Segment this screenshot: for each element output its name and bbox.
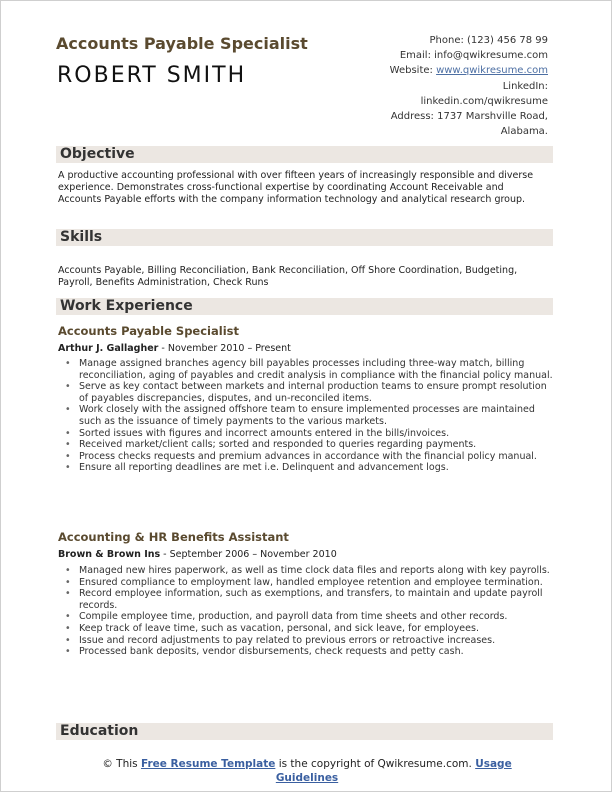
website-link[interactable]: www.qwikresume.com <box>436 65 548 77</box>
contact-website <box>318 63 548 78</box>
job-title-2: Accounting & HR Benefits Assistant <box>58 530 289 544</box>
section-objective-heading: Objective <box>60 146 135 162</box>
list-item: • Record employee information, such as exemptions, and transfers, to maintain and update payroll records. <box>63 588 553 611</box>
list-item: • Sorted issues with figures and incorrect amounts entered in the bills/invoices. <box>63 428 553 440</box>
section-work-experience-heading: Work Experience <box>60 298 193 314</box>
contact-phone: Phone: (123) 456 78 99 <box>429 35 548 46</box>
website-label: Website: <box>389 65 437 77</box>
contact-address-line2: Alabama. <box>500 126 548 138</box>
section-education <box>56 723 553 740</box>
list-item: • Compile employee time, production, and payroll data from time sheets and other records. <box>63 611 553 623</box>
free-resume-template-link[interactable]: Free Resume Template <box>140 758 276 770</box>
employment-dates-1: - November 2010 – Present <box>158 343 291 354</box>
contact-address-line1: Address: 1737 Marshville Road, <box>390 111 548 123</box>
footer-prefix: © This <box>102 758 141 770</box>
footer-middle: is the copyright of Qwikresume.com. <box>275 758 476 770</box>
list-item: • Process checks requests and premium advances in accordance with the financial policy manual. <box>63 451 553 463</box>
list-item: • Work closely with the assigned offshore team to ensure implemented processes are maintained such as the issuance of timely payments to the various markets. <box>63 404 553 427</box>
contact-block <box>318 33 548 139</box>
objective-text: A productive accounting professional with over fifteen years of increasingly responsible and diverse experience. Demonstrates cross-functional expertise by coordinating Account Receivable and Accounts Payable efforts with the company information technology and analytical research group. <box>58 170 534 205</box>
list-item: • Keep track of leave time, such as vacation, personal, and sick leave, for employees. <box>63 623 553 635</box>
section-skills-heading: Skills <box>60 229 103 245</box>
job-bullets-2 <box>63 565 553 658</box>
section-education-heading: Education <box>60 723 139 739</box>
job-employer-1 <box>58 343 291 354</box>
job-bullets-1 <box>63 358 553 474</box>
employment-dates-2: - September 2006 – November 2010 <box>160 549 337 560</box>
guidelines-link[interactable]: Guidelines <box>275 771 339 784</box>
list-item: • Issue and record adjustments to pay related to previous errors or retroactive increases. <box>63 635 553 647</box>
employer-name-1: Arthur J. Gallagher <box>58 343 159 354</box>
list-item: • Ensure all reporting deadlines are met i.e. Delinquent and advancement logs. <box>63 462 553 474</box>
job-employer-2 <box>58 549 337 560</box>
section-objective <box>56 146 553 163</box>
list-item: • Processed bank deposits, vendor disbursements, check requests and petty cash. <box>63 646 553 658</box>
section-skills <box>56 229 553 246</box>
list-item: • Manage assigned branches agency bill payables processes including three-way match, billing reconciliation, aging of payables and credit analysis in compliance with the financial policy manual. <box>63 358 553 381</box>
contact-linkedin-value: linkedin.com/qwikresume <box>420 95 548 107</box>
candidate-name: ROBERT SMITH <box>57 63 247 88</box>
list-item: • Received market/client calls; sorted and responded to queries regarding payments. <box>63 439 553 451</box>
usage-link[interactable]: Usage <box>475 758 512 770</box>
headline-job-title: Accounts Payable Specialist <box>56 34 308 53</box>
list-item: • Ensured compliance to employment law, handled employee retention and employee termination. <box>63 577 553 589</box>
contact-email: Email: info@qwikresume.com <box>399 50 548 62</box>
section-work-experience <box>56 298 553 315</box>
contact-linkedin-label: LinkedIn: <box>502 80 548 92</box>
copyright-footer <box>1 758 612 785</box>
employer-name-2: Brown & Brown Ins <box>58 549 161 560</box>
list-item: • Serve as key contact between markets and internal production teams to ensure prompt resolution of payables discrepancies, disputes, and un-reconciled items. <box>63 381 553 404</box>
skills-text: Accounts Payable, Billing Reconciliation, Bank Reconciliation, Off Shore Coordination, Budgeting, Payroll, Benefits Administration, Check Runs <box>58 265 518 288</box>
job-title-1: Accounts Payable Specialist <box>58 324 239 338</box>
list-item: • Managed new hires paperwork, as well as time clock data files and reports along with key payrolls. <box>63 565 553 577</box>
